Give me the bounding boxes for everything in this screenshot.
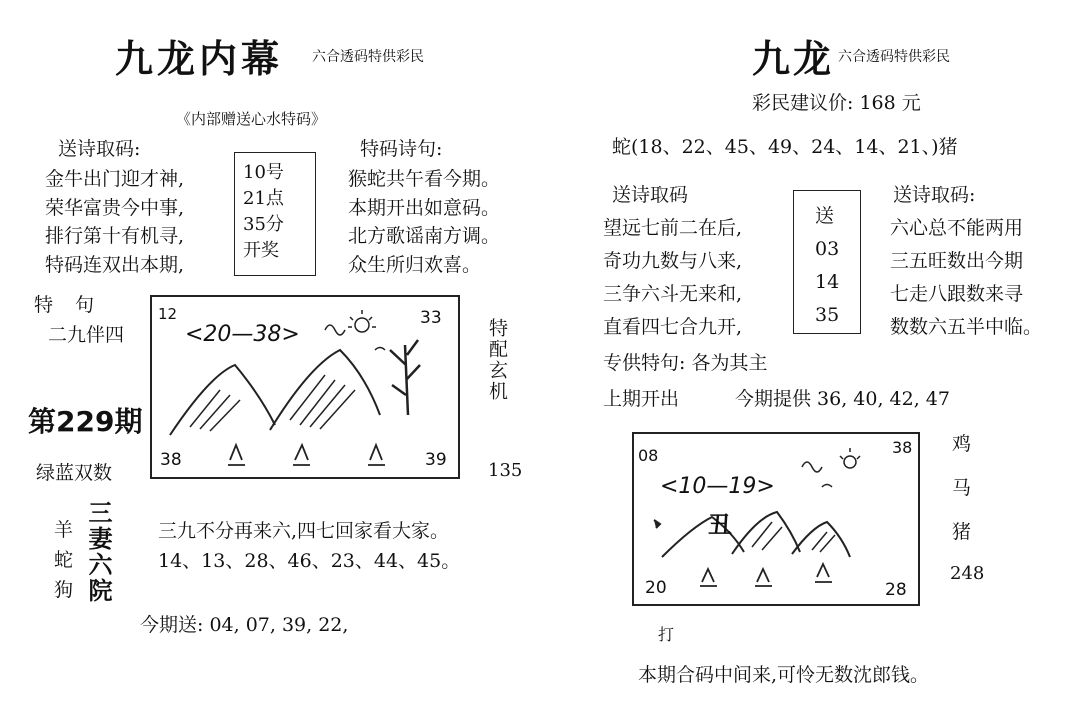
left-verse: 三九不分再来六,四七回家看大家。 <box>158 520 450 542</box>
right-poem-header: 送诗取码 <box>612 184 689 206</box>
issue-number: 第229期 <box>28 405 143 438</box>
poem-line: 猴蛇共午看今期。 <box>348 168 501 190</box>
poem-line: 直看四七合九开, <box>603 316 743 338</box>
poem-line: 金牛出门迎才神, <box>45 168 185 190</box>
poem-line: 荣华富贵今中事, <box>45 196 185 219</box>
left-subtitle: 六合透码特供彩民 <box>312 49 424 65</box>
box-line: 03 <box>815 238 840 260</box>
poem-line: 众生所归欢喜。 <box>348 253 482 276</box>
right-poem-right <box>890 212 1042 344</box>
right-poem-header-2: 送诗取码: <box>893 184 976 206</box>
zodiac-item: 蛇 <box>54 549 74 571</box>
right-footer: 本期合码中间来,可怜无数沈郎钱。 <box>638 664 930 686</box>
side-vertical-text: 特配玄机 <box>486 318 508 402</box>
poem-line: 望远七前二在后, <box>603 217 743 239</box>
sketch-corner-tr: 33 <box>420 308 442 328</box>
zodiac-item: 狗 <box>54 579 74 601</box>
poem-line: 三五旺数出今期 <box>890 250 1024 272</box>
right-poem-left <box>603 212 742 344</box>
box-line: 35 <box>815 304 840 326</box>
poem-line: 本期开出如意码。 <box>348 196 501 219</box>
poem-line: 奇功九数与八来, <box>603 250 743 272</box>
left-draw-time <box>243 160 284 264</box>
sketch-corner-bl: 20 <box>645 578 667 598</box>
sketch-center-char: 丑 <box>708 510 732 539</box>
poem-line: 排行第十有机寻, <box>45 225 185 247</box>
poem-line: 七走八跟数来寻 <box>890 283 1024 305</box>
box-line: 开奖 <box>243 240 279 261</box>
sketch-range: <20—38> <box>185 322 300 347</box>
zodiac-column <box>54 515 73 605</box>
sketch-range: <10—19> <box>660 474 775 499</box>
poem-line: 六心总不能两用 <box>890 217 1024 239</box>
box-line: 10号 <box>243 162 284 183</box>
left-numbers: 14、13、28、46、23、44、45。 <box>158 550 461 572</box>
sketch-corner-tr: 38 <box>892 438 913 457</box>
hit-char: 打 <box>658 625 675 644</box>
right-subtitle: 六合透码特供彩民 <box>838 49 950 65</box>
right-side-number: 248 <box>950 563 985 584</box>
sketch-corner-br: 39 <box>425 450 447 470</box>
left-special-poem-header: 特码诗句: <box>360 138 443 160</box>
special-phrase: 二九伴四 <box>48 324 125 346</box>
poem-line: 北方歌谣南方调。 <box>348 225 501 247</box>
box-line: 21点 <box>243 188 284 209</box>
right-sketch <box>632 432 916 602</box>
right-box-numbers <box>815 200 839 332</box>
send-line: 今期送: 04, 07, 39, 22, <box>140 614 349 636</box>
zodiac-phrase: 三妻六院 <box>84 500 113 604</box>
last-issue-label: 上期开出 <box>603 388 680 410</box>
poem-line: 特码连双出本期, <box>45 253 185 276</box>
price: 彩民建议价: 168 元 <box>752 92 921 114</box>
zodiac-item: 羊 <box>54 519 74 541</box>
left-note: 《内部赠送心水特码》 <box>176 110 327 128</box>
zodiac-item: 马 <box>952 477 972 499</box>
right-side-zodiac <box>952 422 971 554</box>
sketch-corner-bl: 38 <box>160 450 182 470</box>
left-poem-header: 送诗取码: <box>58 138 141 160</box>
left-poem <box>45 165 184 279</box>
sketch-corner-br: 28 <box>885 580 907 600</box>
poem-line: 三争六斗无来和, <box>603 283 743 305</box>
box-line: 送 <box>815 205 835 227</box>
left-title: 九龙内幕 <box>115 36 284 81</box>
sketch-corner-tl: 12 <box>158 305 178 323</box>
zodiac-item: 猪 <box>952 521 972 543</box>
snake-line: 蛇(18、22、45、49、24、14、21、)猪 <box>612 136 958 158</box>
color-hint: 绿蓝双数 <box>36 462 113 484</box>
box-line: 35分 <box>243 214 284 235</box>
sketch-corner-tl: 08 <box>638 446 659 465</box>
right-special-phrase: 专供特句: 各为其主 <box>603 352 768 374</box>
right-title: 九龙 <box>752 36 835 81</box>
zodiac-item: 鸡 <box>952 433 972 455</box>
special-label: 特 句 <box>34 294 103 316</box>
side-number: 135 <box>488 460 523 481</box>
poem-line: 数数六五半中临。 <box>890 316 1043 338</box>
left-special-poem <box>348 165 500 279</box>
this-issue-numbers: 今期提供 36, 40, 42, 47 <box>735 388 950 410</box>
box-line: 14 <box>815 271 840 293</box>
